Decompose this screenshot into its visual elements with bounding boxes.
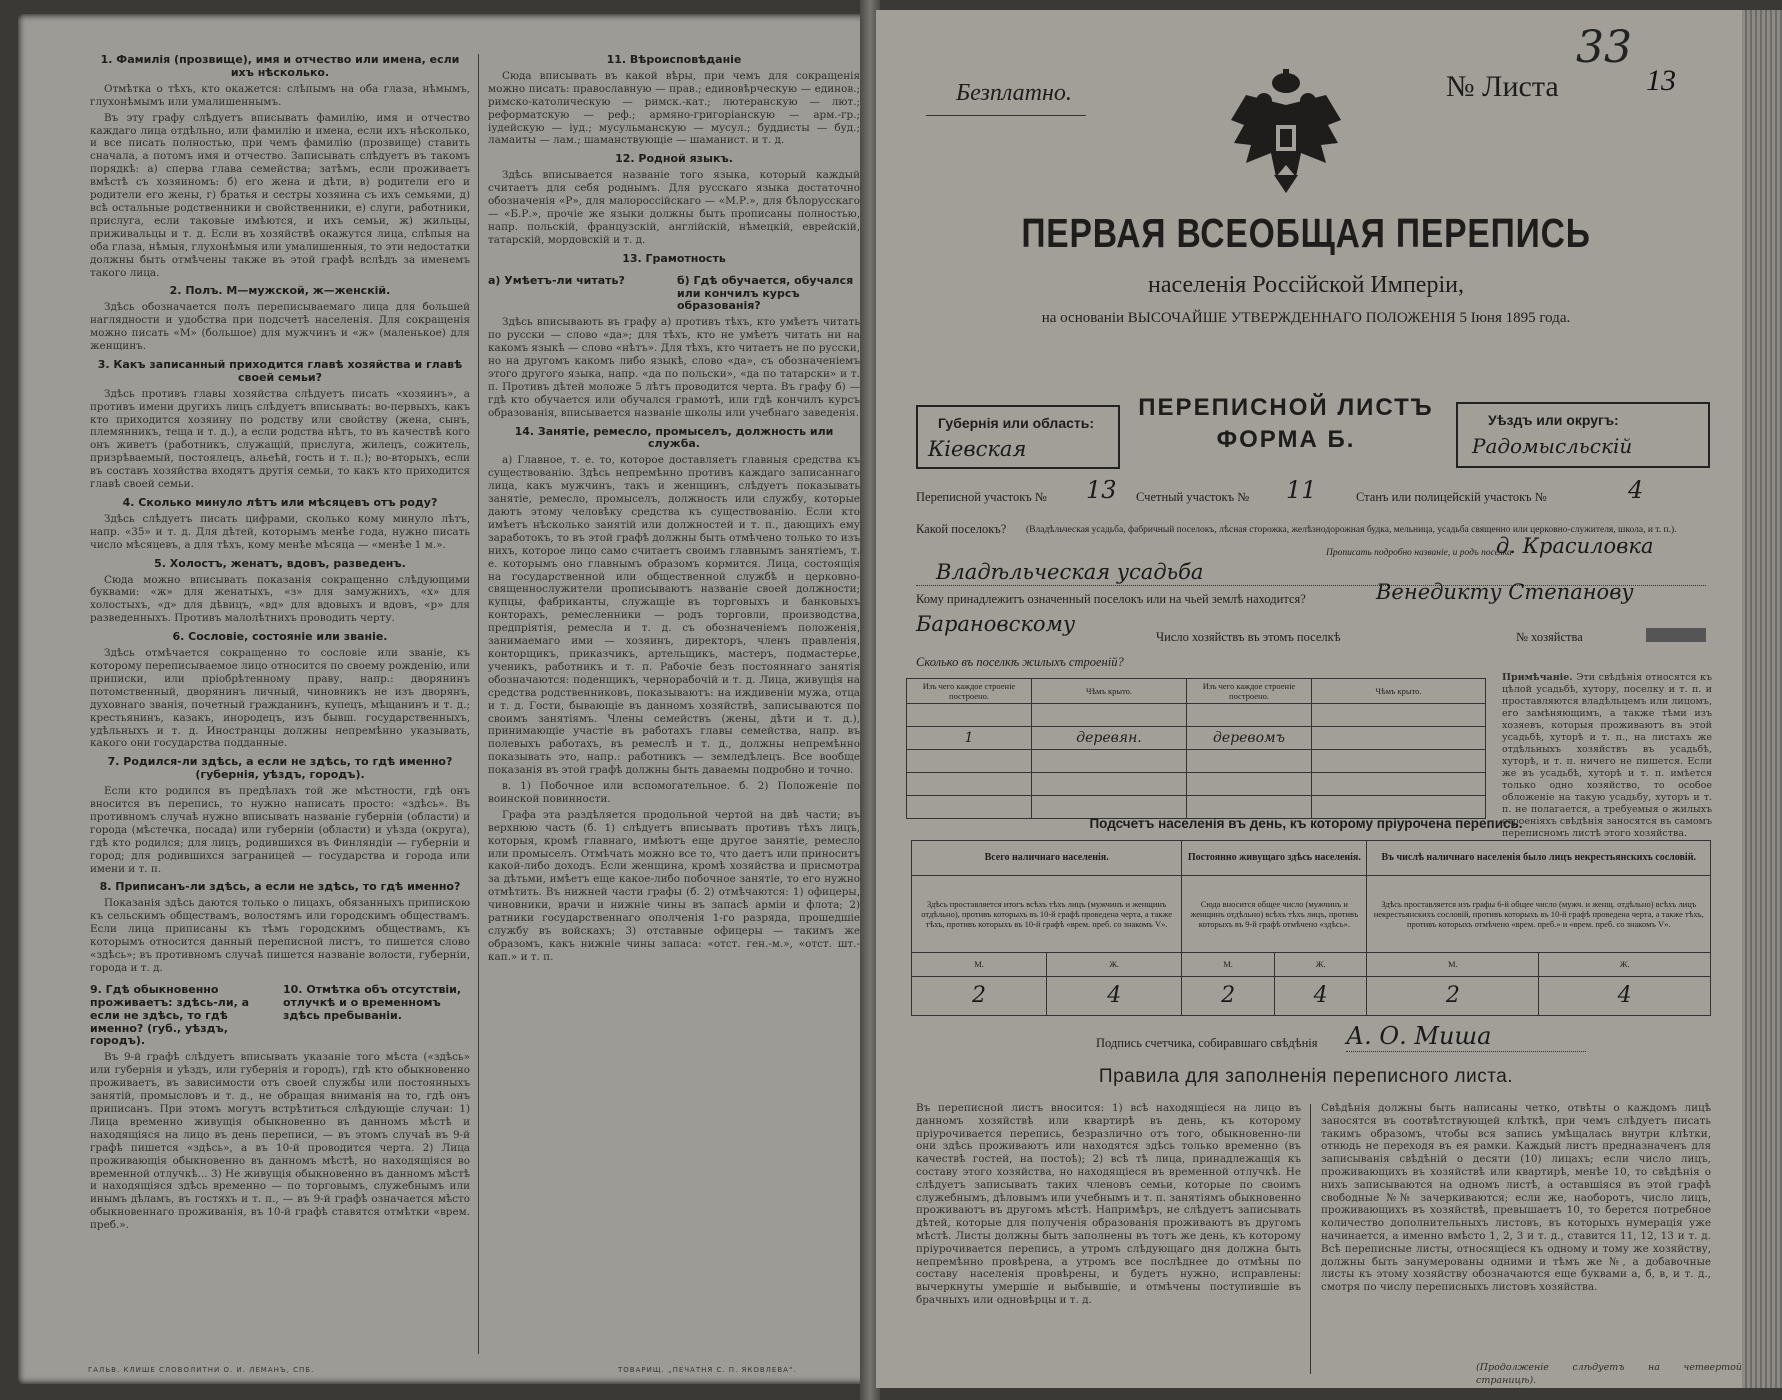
section-text: Здѣсь вписывается названіе того языка, который каждый считаетъ для себя роднымъ. Для русскаго языка достаточно обозначенія «Р», для малороссійскаго — «М.Р.», для бѣлорусскаго — «Б.Р.», прочіе же языки должны быть прописаны полностью, напр. польскій, французскій, англійскій, нѣмецкій, еврейскій, татарскій, мордовскій и т. д.: [488, 169, 860, 246]
instructions-column-1: [90, 48, 470, 1358]
section-text: Если кто родился въ предѣлахъ той же мѣстности, гдѣ онъ вносится въ перепись, то нужно написать просто: «здѣсь». Въ противномъ случаѣ нужно вписывать названіе губерніи (области) и города (мѣстечка, посада) или губерніи (области) и уѣзда (округа), гдѣ кто родился; для лицъ, родившихся въ Финляндіи — губерніи и город; для родившихся заграницей — государства и города или имени и т. п.: [90, 785, 470, 875]
female-header: Ж.: [1539, 953, 1711, 977]
table-cell: [1187, 773, 1312, 796]
divider: [926, 115, 1086, 116]
literacy-subheads: [488, 269, 860, 317]
section-heading: 2. Полъ. М—мужской, ж—женскій.: [169, 284, 391, 298]
section-text: Сюда вписывать въ какой вѣры, при чемъ для сокращенія можно писать: православную — прав.; единовѣрческую — единов.; римско-католическую — римск.-кат.; лютеранскую — лют.; реформатскую — реф.; армяно-григоріанскую — арм.-гр.; іудейскую — іуд.; мусульманскую — мусул.; буддисты — буд.; ламаиты — лам.; шаманствующіе — шаманист. и т. д.: [488, 69, 860, 147]
table-cell: деревомъ: [1187, 727, 1312, 750]
schetny-label: Счетный участокъ №: [1136, 490, 1250, 504]
note-block: [1502, 672, 1712, 840]
poselok-label: Какой поселокъ?: [916, 522, 1007, 536]
count-value: 4: [1274, 976, 1367, 1015]
table-cell: [1312, 704, 1486, 727]
column-header: Въ числѣ наличнаго населенія было лицъ некрестьянскихъ сословій.: [1367, 841, 1711, 876]
rules-continuation: (Продолженіе слѣдуетъ на четвертой страницѣ).: [1476, 1362, 1742, 1386]
population-count-table: [911, 840, 1711, 1016]
table-row: [912, 953, 1711, 977]
schetny-value: 11: [1286, 476, 1317, 504]
section-text: Здѣсь отмѣчается сокращенно то сословіе или званіе, къ которому переписываемое лицо относится по своему рожденію, или приписки, или пріобрѣтенному праву, напр.: дворянинъ потомственный, дворянинъ личный, чиновникъ не изъ дворянъ, духовнаго званія, почетный гражданинъ, купецъ, мѣщанинъ и т. д.; крестьянинъ, казакъ, инородецъ, изъ бывш. государственныхъ, удѣльныхъ и т. д. Иностранцы должны непремѣнно указывать, какого они государства подданные.: [90, 647, 470, 750]
section-heading: 7. Родился-ли здѣсь, а если не здѣсь, то гдѣ именно? (губернія, уѣздъ, городъ).: [107, 755, 453, 782]
census-subtitle: населенія Россійской Имперіи,: [1148, 272, 1464, 298]
section-heading: 10. Отмѣтка объ отсутствіи, отлучкѣ и о временномъ здѣсь пребываніи.: [283, 982, 462, 1022]
section-text: Здѣсь обозначается полъ переписываемаго лица для большей наглядности и удобства при подсчетѣ населенія. Для сокращенія можно писать «М» (большое) для мужчинъ и «ж» (маленькое) для женщинъ.: [90, 301, 470, 353]
uchastok-label: Переписной участокъ №: [916, 490, 1047, 504]
signature-label: Подпись счетчика, собиравшаго свѣдѣнія: [1096, 1036, 1318, 1050]
section-heading: 13. Грамотность: [622, 251, 726, 265]
buildings-table: [906, 678, 1486, 819]
uezd-value: Радомысльскій: [1472, 434, 1633, 458]
gubernia-label: Губернія или область:: [938, 415, 1095, 431]
table-cell: [1312, 773, 1486, 796]
section-heading: 3. Какъ записанный приходится главѣ хозяйства и главѣ своей семьи?: [97, 357, 463, 384]
table-row: [907, 727, 1486, 750]
female-header: Ж.: [1047, 953, 1182, 977]
table-cell: [1312, 727, 1486, 750]
rules-column-1: Въ переписной листъ вносится: 1) всѣ находящіеся на лицо въ данномъ хозяйствѣ или квартирѣ въ день, къ которому пріурочивается перепись, безразлично отъ того, обыкновенно-ли они здѣсь проживаютъ или находятся здѣсь только временно (въ качествѣ гостей, на постоѣ); 2) всѣ тѣ лица, принадлежащія къ составу этого хозяйства, но находящіеся въ временной отлучкѣ. Не слѣдуетъ записывать таких членовъ семьи, которые по своимъ служебнымъ, дѣловымъ или учебнымъ и т. п. занятіямъ обыкновенно проживаютъ въ другомъ мѣстѣ. Напримѣръ, не слѣдуетъ записывать дѣтей, которые для полученія образованія проживаютъ въ другомъ мѣстѣ. Листы должны быть заполнены въ тотъ же день, къ которому пріурочивается перепись, а утромъ слѣдующаго дня должна быть непремѣнно провѣрена, а утромъ все послѣднее до отмѣны по составу населенія провѣрены, и будетъ нужно, исправлены: вычеркнуты умершіе и выбывшіе, и отмѣчены поступившіе въ брачныхъ или одновѣрцы и т. д.: [916, 1102, 1301, 1306]
uezd-label: Уѣздъ или округъ:: [1488, 412, 1619, 428]
table-header-row: [907, 679, 1486, 704]
owner-label: Кому принадлежитъ означенный поселокъ или на чьей землѣ находится?: [916, 592, 1306, 606]
uchastok-value: 13: [1086, 476, 1117, 504]
female-header: Ж.: [1274, 953, 1367, 977]
instructions-page: [18, 14, 870, 1384]
form-title-block: [1086, 392, 1486, 456]
note-text: Эти свѣдѣнія относятся къ цѣлой усадьбѣ, хутору, поселку и т. п. и проставляются владѣльцемъ или лицомъ, его замѣняющимъ, а также тѣми изъ хозяевъ, которыя проживаютъ въ этой усадьбѣ, хуторѣ и т. п., на листахъ же отдѣльныхъ хозяйствъ въ усадьбѣ, хуторѣ, и т. п. ничего не пишется. Если же въ усадьбѣ, хуторѣ и т. п. имѣется только одно хозяйство, то особое обложеніе на такую усадьбу, хуторъ и т. п. не полагается, а требуемыя о жилыхъ строеніяхъ свѣдѣнія заносятся въ самомъ переписномъ листѣ этого хозяйства.: [1502, 672, 1712, 839]
column-divider: [478, 54, 479, 1354]
stacked-page-edges: [1742, 10, 1782, 1388]
table-cell: [1032, 750, 1187, 773]
imperial-eagle-icon: [1226, 65, 1346, 195]
section-heading: 12. Родной языкъ.: [615, 152, 733, 166]
counter-signature: А. О. Миша: [1346, 1022, 1492, 1050]
section-text: Здѣсь слѣдуетъ писать цифрами, сколько кому минуло лѣтъ, напр. «35» и т. д. Для дѣтей, которымъ менѣе года, нужно писать число мѣсяцевъ, а для тѣхъ, кому менѣе мѣсяца — «менѣе 1 м.».: [90, 512, 470, 551]
literacy-b-heading: б) Гдѣ обучается, обучался или кончилъ курсъ образованія?: [677, 273, 854, 313]
table-cell: [1187, 750, 1312, 773]
count-heading: Подсчетъ населенія въ день, къ которому пріурочена перепись.: [1089, 816, 1523, 831]
column-description: Здѣсь проставляется итогъ всѣхъ тѣхъ лицъ (мужчинъ и женщинъ отдѣльно), противъ которыхъ въ 10-й графѣ проведена черта, а также тѣхъ, противъ которыхъ въ 10-й графѣ «врем. преб. со знакомъ V».: [912, 875, 1182, 952]
census-form-page: [876, 10, 1742, 1388]
male-header: М.: [912, 953, 1047, 977]
section-heading: 5. Холостъ, женатъ, вдовъ, разведенъ.: [154, 556, 406, 570]
imprint-right: ТОВАРИЩ. „ПЕЧАТНЯ С. П. ЯКОВЛЕВА“.: [618, 1366, 797, 1374]
section-heading: 11. Вѣроисповѣданіе: [606, 53, 742, 66]
section-heading: 9. Гдѣ обыкновенно проживаетъ: здѣсь-ли, а если не здѣсь, то гдѣ именно? (губ., уѣздъ, городъ).: [90, 982, 250, 1048]
form-subtitle: ФОРМА Б.: [1216, 426, 1356, 453]
table-cell: 1: [907, 727, 1032, 750]
legal-basis: на основаніи ВЫСОЧАЙШЕ УТВЕРЖДЕННАГО ПОЛОЖЕНІЯ 5 Іюня 1895 года.: [1041, 310, 1571, 326]
household-number-label: № хозяйства: [1516, 630, 1583, 644]
poselok-value-1: д. Красиловка: [1496, 534, 1654, 558]
sheet-number-value: 13: [1646, 64, 1676, 97]
households-label: Число хозяйствъ въ этомъ поселкѣ: [1156, 630, 1341, 644]
owner-value-1: Венедикту Степанову: [1376, 580, 1634, 604]
section-text: Здѣсь противъ главы хозяйства слѣдуетъ писать «хозяинъ», а противъ имени другихъ лицъ слѣдуетъ вписывать: во-первыхъ, какъ кто приходится хозяину по родству или свойству (жена, сынъ, племянникъ, теща и т. д.), а если родства нѣтъ, то въ качествѣ кого онъ живетъ (работникъ, служащій, прислуга, жилецъ, сожитель, призрѣваемый, постоялецъ, альеѣй, гость и т. п.); во-вторыхъ, если въ составъ хозяйства входятъ другія семьи, то какъ кто приходится главѣ своей семьи.: [90, 387, 470, 491]
form-title: ПЕРЕПИСНОЙ ЛИСТЪ: [1138, 394, 1434, 421]
table-row: [912, 875, 1711, 952]
count-value: 2: [1367, 976, 1539, 1015]
free-label: Безплатно.: [956, 80, 1072, 106]
section-text: Въ 9-й графѣ слѣдуетъ вписывать указаніе того мѣста («здѣсь» или губернія и уѣздъ, или губернія и городъ), гдѣ кто обыкновенно проживаетъ, въ зависимости отъ своей службы или постоянныхъ занятій, промысловъ и т. д., не обращая вниманія на то, гдѣ онъ приписанъ. При этомъ могутъ встрѣтиться слѣдующіе случаи: 1) Лица временно живущія обыкновенно въ данномъ мѣстѣ и находящіяся на лицо въ день переписи, — въ этомъ случаѣ въ 9-й графѣ пишется «здѣсь», а въ 10-й проводится черта. 2) Лица проживающія обыкновенно въ данномъ мѣстѣ, но находящіяся во временной отлучкѣ... 3) Не живущія обыкновенно въ данномъ мѣстѣ и находящіяся здѣсь временно — по торговымъ, служебнымъ или инымъ дѣламъ, въ гостяхъ и т. п., — въ 9-й графѣ означается мѣсто обыкновеннаго проживанія, въ 10-й графѣ ставятся отмѣтки «врем. преб.».: [90, 1051, 470, 1232]
table-row: [907, 704, 1486, 727]
sheet-number-label: № Листа: [1446, 70, 1559, 103]
table-cell: [1187, 704, 1312, 727]
buildings-label: Сколько въ поселкѣ жилыхъ строеній?: [916, 655, 1124, 669]
column-header: Изъ чего каждое строеніе построено.: [907, 679, 1032, 704]
section-heading: 14. Занятіе, ремесло, промыселъ, должность или служба.: [514, 424, 834, 451]
rules-column-2: Свѣдѣнія должны быть написаны четко, отвѣты о каждомъ лицѣ заносятся въ соотвѣтствующей клѣткѣ, при чемъ слѣдуетъ писать такимъ образомъ, чтобы вся запись умѣщалась внутри клѣтки, отнюдь не переходя въ ея рамки. Каждый листъ предназначенъ для записыванія свѣдѣній о десяти (10) лицахъ; если число лицъ, проживающихъ въ хозяйствѣ или квартирѣ, менѣе 10, то свѣдѣнія о нихъ записываются на одномъ листѣ, а оставшіяся въ этой графѣ свободные №№ зачеркиваются; если же, наоборотъ, число лицъ, проживающихъ въ хозяйствѣ, превышаетъ 10, то берется потребное количество дополнительныхъ листовъ, въ которыхъ нумерація уже начинается, а именно вмѣсто 1, 2, 3 и т. д., ставится 11, 12, 13 и т. д. Всѣ переписные листы, относящіеся къ одному и тому же хозяйству, должны быть занумерованы одними и тѣмъ же №, а добавочные листы къ этому хозяйству обозначаются еще буквами а, б, в, и т. д., смотря по числу переписныхъ листовъ хозяйства.: [1321, 1102, 1711, 1294]
column-header: Всего наличнаго населенія.: [912, 841, 1182, 876]
section-heading: 4. Сколько минуло лѣтъ или мѣсяцевъ отъ роду?: [122, 496, 438, 509]
table-cell: [1032, 704, 1187, 727]
table-row: [912, 841, 1711, 876]
stan-value: 4: [1628, 476, 1644, 504]
uezd-box: [1456, 402, 1710, 468]
archive-page-number: 33: [1576, 22, 1632, 73]
section-text: Графа эта раздѣляется продольной чертой на двѣ части; въ верхнюю часть (б. 1) слѣдуетъ вписывать противъ тѣхъ лицъ, которыя, кромѣ главнаго, имѣютъ еще другое занятіе, ремесло или промыселъ. Отмѣчать можно все то, что даетъ или приноситъ какой-либо доходъ. Если женщина, кромѣ хозяйства и присмотра за дѣтьми, имѣетъ еще какое-либо побочное занятіе, то его нужно отмѣтить. Въ нижней части графы (б. 2) отмѣчаются: 1) офицеры, чиновники, врачи и нижніе чины въ запасѣ арміи и флота; 2) ратники государственнаго ополченія 1-го разряда, прошедшіе службу въ войскахъ; 3) отставные офицеры — такимъ же образомъ, какъ нижніе чины запаса: «отст. ген.-м.», «отст. шт.-кап.» и т. п.: [488, 808, 860, 963]
table-cell: деревян.: [1032, 727, 1187, 750]
column-divider: [1310, 1104, 1311, 1374]
section-text: Здѣсь вписывають въ графу а) противъ тѣхъ, кто умѣетъ читать по русски — слово «да»; для тѣхъ, кто не умѣетъ читать ни на какомъ языкѣ — слово «нѣтъ». Для тѣхъ, кто читаетъ не по русски, но на другомъ какомъ либо языкѣ, слово «да», съ обозначеніемъ этого другого языка, напр. «да по польски», «да по татарски» и т. п. Противъ дѣтей моложе 5 лѣтъ проводится черта. Въ графу б) — гдѣ кто обучается или обучался грамотѣ, или гдѣ кончилъ курсъ образованія, вписывается названіе школы или учебнаго заведенія.: [488, 316, 860, 419]
signature-line: [1346, 1050, 1586, 1052]
section-text: Отмѣтка о тѣхъ, кто окажется: слѣпымъ на оба глаза, нѣмымъ, глухонѣмымъ или умалишеннымъ.: [90, 82, 470, 108]
section-heading: 1. Фамилія (прозвище), имя и отчество или имена, если ихъ нѣсколько.: [100, 53, 460, 79]
count-value: 2: [912, 976, 1047, 1015]
section-text: а) Главное, т. е. то, которое доставляетъ главныя средства къ существованію. Здѣсь непремѣнно противъ каждаго записаннаго лица, какъ мужчинъ, такъ и женщинъ, слѣдуетъ показывать занятіе, ремесло, промыселъ, должность или службу, которые даютъ этому человѣку средства къ существованію. Если кто имѣетъ нѣсколько занятій или должностей и т. п., дающихъ ему заработокъ, то въ этой графѣ должны быть отмѣчено только то изъ нихъ, которое лицо само считаетъ своимъ главнымъ занятіемъ, т. е. которымъ оно главнымъ образомъ кормится. Лица, состоящія на государственной или общественной службѣ и церковно-священнослужители прописываютъ названіе своей должности; купцы, фабриканты, служащіе въ торговыхъ и банковыхъ конторахъ, ремесленники — родъ торговли, производства, предпріятія, ремесла и т. д. съ обозначеніемъ положенія, занимаемаго ими — хозяинъ, директоръ, членъ правленія, конторщикъ, приказчикъ, артельщикъ, мастеръ, подмастерье, ученикъ, работникъ и т. п. Рабочіе безъ постояннаго занятія обозначаются: поденщикъ, чернорабочій и т. д. Лица, живущія на средства родственниковъ, показываютъ: на иждивеніи мужа, отца и т. д. Гости, бывающіе въ данномъ хозяйствѣ, записываются по своимъ занятіямъ. Члены семействъ (жены, дѣти и т. д.), принимающіе участіе въ работахъ главы семейства, напр. въ полевыхъ работахъ, въ ремеслѣ и т. д., должны непремѣнно показывать это, напр.: работникъ — земледѣлецъ. Все вообще показанія въ этой графѣ должны быть даваемы подробно и точно.: [488, 454, 860, 777]
instructions-column-2: [488, 48, 860, 1358]
section-text: Въ эту графу слѣдуетъ вписывать фамилію, имя и отчество каждаго лица отдѣльно, или фамилію и имена, если ихъ нѣсколько, и все писать полностью, при чемъ фамилію (прозвище) ставить сначала, а потомъ имя и отчество. Записывать слѣдуетъ въ такомъ порядкѣ: а) сперва глава семейства; затѣмъ, если проживаетъ вмѣстѣ съ хозяиномъ: б) его жена и дѣти, в) родители его и родители его жены, г) братья и сестры хозяина съ ихъ семьями, д) всѣ остальные родственники и свойственники, е) слуги, работники, прислуга, если таковые имѣются, и ихъ семьи, ж) жильцы, приживальцы и т. д. Если въ хозяйствѣ окажутся лица, слѣпыя на оба глаза, нѣмыя, глухонѣмыя или умалишенныя, то эти недостатки должны быть отмѣчены также въ этой графѣ вслѣдъ за именемъ такого лица.: [90, 111, 470, 279]
table-row: [907, 750, 1486, 773]
section-text: Сюда можно вписывать показанія сокращенно слѣдующими буквами: «ж» для женатыхъ, «з» для замужнихъ, «х» для холостыхъ, «д» для дѣвицъ, «вд» для вдовыхъ и вдовъ, «р» для разведенныхъ. Противъ малолѣтнихъ проводить черту.: [90, 573, 470, 625]
column-header: Изъ чего каждое строеніе построено.: [1187, 679, 1312, 704]
count-value: 4: [1047, 976, 1182, 1015]
section-heading: 6. Сословіе, состояніе или званіе.: [172, 630, 388, 644]
household-number-field: [1646, 628, 1706, 642]
poselok-value-2: Владѣльческая усадьба: [936, 560, 1204, 584]
table-cell: [1312, 750, 1486, 773]
column-header: Постоянно живущаго здѣсь населенія.: [1182, 841, 1367, 876]
table-cell: [907, 773, 1032, 796]
section-text: в. 1) Побочное или вспомогательное. б. 2) Положеніе по воинской повинности.: [488, 780, 860, 805]
note-title: Примѣчаніе.: [1502, 672, 1573, 683]
rules-heading: Правила для заполненія переписного листа.: [1098, 1066, 1514, 1087]
male-header: М.: [1367, 953, 1539, 977]
table-row: [912, 976, 1711, 1015]
column-description: Сюда вносится общее число (мужчинъ и женщинъ отдѣльно) всѣхъ тѣхъ лицъ, противъ которыхъ въ 9-й графѣ отмѣчено «здѣсь».: [1182, 875, 1367, 952]
imprint-left: ГАЛЬВ. КЛИШЕ СЛОВОЛИТНИ О. И. ЛЕМАНЪ, СПБ.: [88, 1366, 315, 1374]
owner-value-2: Барановскому: [916, 612, 1076, 636]
section-text: Показанія здѣсь даются только о лицахъ, обязанныхъ припискою къ сельскимъ обществамъ, волостямъ или городскимъ обществамъ. Если лица приписаны къ тѣмъ городскимъ обществамъ, къ которымъ относится данный переписной листъ, то пишется слово «здѣсь»; въ противномъ случаѣ пишется названіе волости, губерніи, города и т. д.: [90, 897, 470, 974]
male-header: М.: [1182, 953, 1275, 977]
table-row: [907, 773, 1486, 796]
gubernia-value: Кіевская: [928, 437, 1027, 461]
sections-9-10: [90, 978, 470, 1052]
stan-label: Станъ или полицейскій участокъ №: [1356, 490, 1547, 504]
column-header: Чѣмъ крыто.: [1312, 679, 1486, 704]
poselok-hint2: Прописать подробно названіе, и родъ поселка: [1326, 548, 1512, 558]
column-header: Чѣмъ крыто.: [1032, 679, 1187, 704]
count-value: 2: [1182, 976, 1275, 1015]
table-cell: [907, 704, 1032, 727]
literacy-a-heading: а) Умѣетъ-ли читать?: [488, 273, 625, 287]
section-heading: 8. Приписанъ-ли здѣсь, а если не здѣсь, то гдѣ именно?: [99, 880, 461, 894]
column-description: Здѣсь проставляется изъ графы 6-й общее число (мужч. и женщ. отдѣльно) всѣхъ лицъ некрестьянскихъ сословій, противъ которыхъ въ 10-й графѣ проведена черта, а также тѣхъ, противъ которыхъ отмѣчено «врем. преб.» и «врем. преб. со знакомъ V».: [1367, 875, 1711, 952]
table-cell: [1032, 773, 1187, 796]
table-cell: [907, 750, 1032, 773]
poselok-hint: (Владѣльческая усадьба, фабричный поселокъ, лѣсная сторожка, желѣзнодорожная будка, мельница, усадьба священно или церковно-служителя, школа, и т. п.).: [1026, 525, 1677, 535]
count-value: 4: [1539, 976, 1711, 1015]
census-title: ПЕРВАЯ ВСЕОБЩАЯ ПЕРЕПИСЬ: [1021, 210, 1591, 256]
